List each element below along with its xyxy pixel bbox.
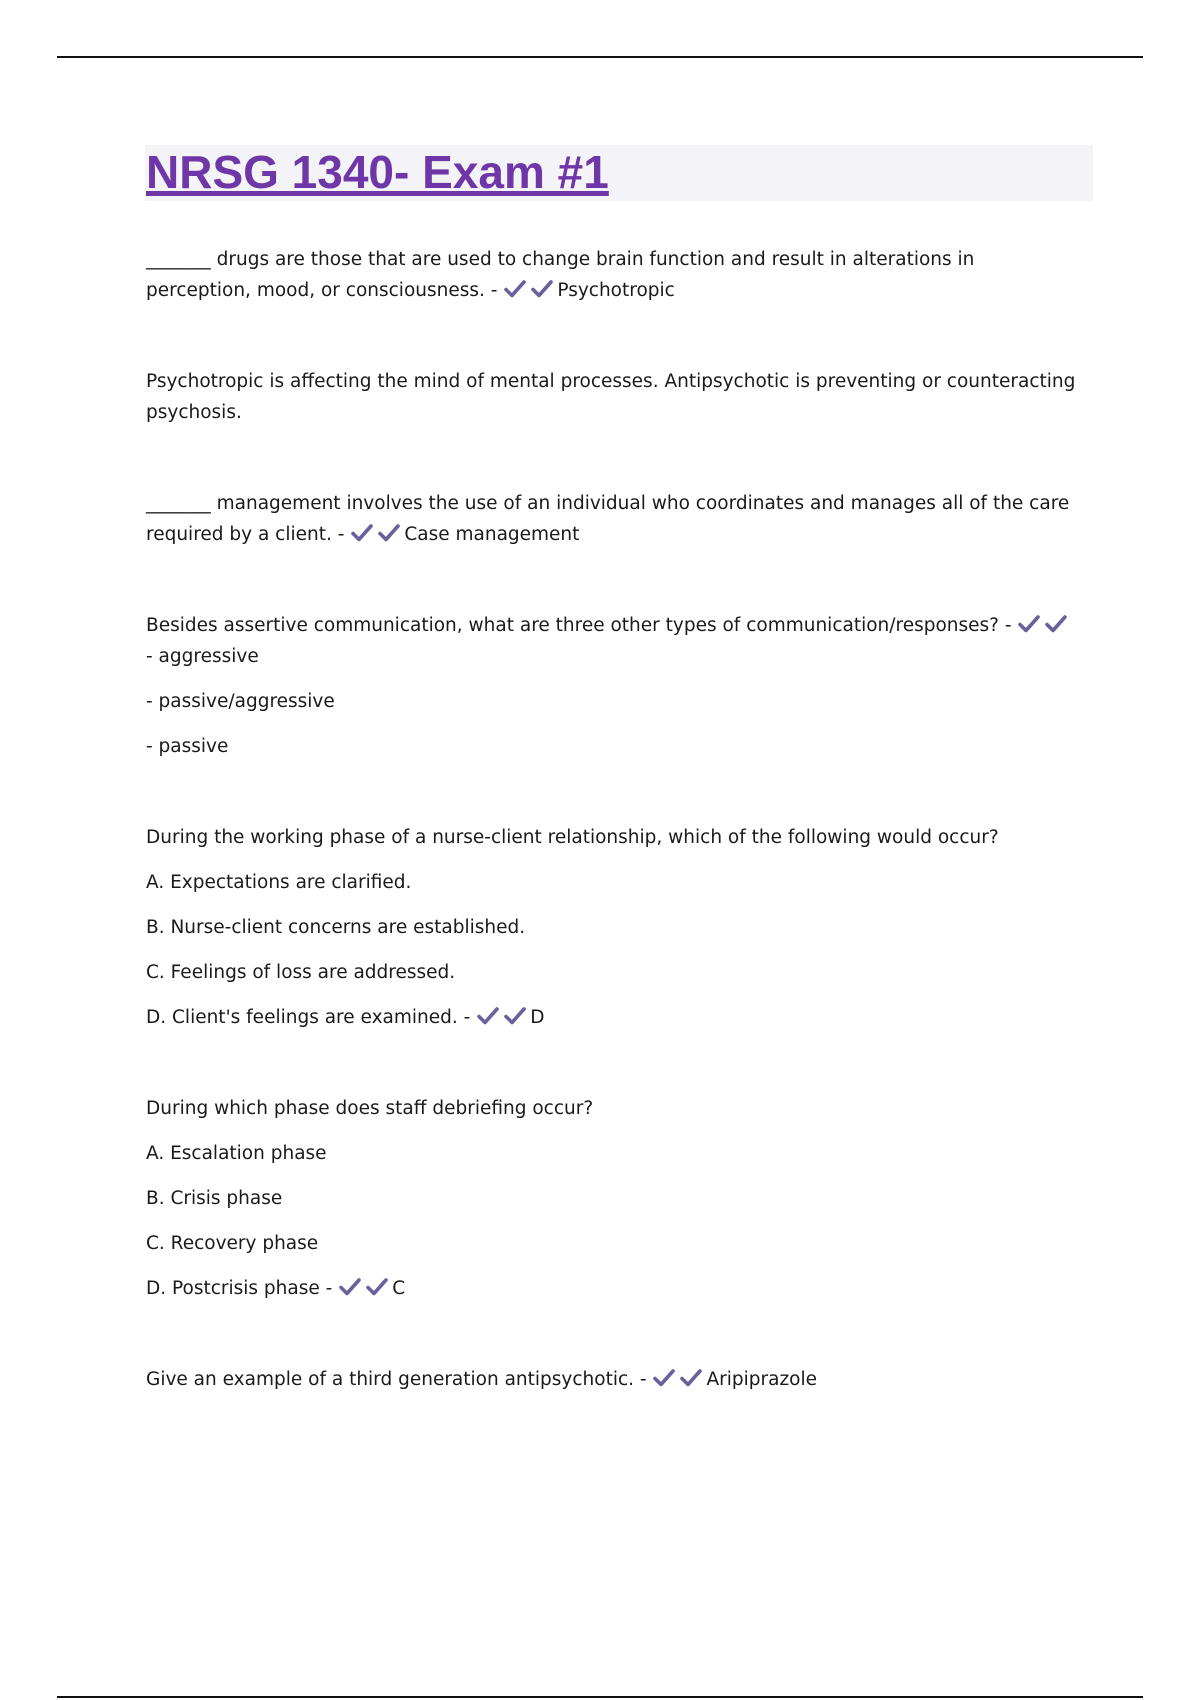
check-mark-icon — [652, 1368, 676, 1388]
check-mark-icon — [338, 1277, 362, 1297]
qa-item — [146, 244, 1076, 306]
check-mark-icon — [530, 279, 554, 299]
answer-line: - passive/aggressive — [146, 691, 335, 712]
answer-checks — [503, 280, 557, 301]
check-mark-icon — [476, 1006, 500, 1026]
answer-checks — [1017, 615, 1071, 636]
answer-text: Psychotropic — [557, 280, 675, 301]
answer-text: C — [392, 1278, 406, 1299]
check-mark-icon — [365, 1277, 389, 1297]
question-line — [146, 488, 1076, 550]
check-mark-icon — [503, 279, 527, 299]
answer-checks — [350, 524, 404, 545]
question-text: Give an example of a third generation antipsychotic. - — [146, 1369, 647, 1390]
qa-item — [146, 1093, 1076, 1304]
top-rule — [57, 56, 1143, 58]
answer-text: Case management — [404, 524, 580, 545]
option-line: C. Feelings of loss are addressed. — [146, 962, 456, 983]
answer-line: - passive — [146, 736, 229, 757]
question-text: During which phase does staff debriefing occur? — [146, 1098, 594, 1119]
answer-checks — [338, 1278, 392, 1299]
check-mark-icon — [377, 523, 401, 543]
check-mark-icon — [503, 1006, 527, 1026]
option-text: D. Client's feelings are examined. - — [146, 1007, 471, 1028]
option-line: A. Escalation phase — [146, 1143, 327, 1164]
bottom-rule — [57, 1696, 1143, 1698]
qa-item — [146, 488, 1076, 550]
question-text: _______ management involves the use of an individual who coordinates and manages all of the care required by a client. - — [146, 493, 1070, 545]
check-mark-icon — [350, 523, 374, 543]
answer-checks — [652, 1369, 706, 1390]
question-line — [146, 610, 1076, 672]
answer-text: Aripiprazole — [706, 1369, 818, 1390]
document-body — [146, 244, 1076, 1395]
qa-item — [146, 822, 1076, 1033]
option-line — [146, 1002, 1076, 1033]
qa-item — [146, 1364, 1076, 1395]
option-line — [146, 1273, 1076, 1304]
check-mark-icon — [1017, 614, 1041, 634]
answer-text: D — [530, 1007, 545, 1028]
question-text: During the working phase of a nurse-client relationship, which of the following would occur? — [146, 827, 999, 848]
question-line — [146, 244, 1076, 306]
qa-item — [146, 610, 1076, 762]
answer-checks — [476, 1007, 530, 1028]
option-text: D. Postcrisis phase - — [146, 1278, 333, 1299]
option-line: C. Recovery phase — [146, 1233, 319, 1254]
option-line: B. Crisis phase — [146, 1188, 283, 1209]
answer-text: - aggressive — [146, 646, 259, 667]
question-text: Besides assertive communication, what are three other types of communication/responses? - — [146, 615, 1012, 636]
note-text: Psychotropic is affecting the mind of mental processes. Antipsychotic is preventing or counteracting psychosis. — [146, 371, 1076, 423]
question-text: _______ drugs are those that are used to change brain function and result in alterations in perception, mood, or consciousness. - — [146, 249, 975, 301]
note-item — [146, 366, 1076, 428]
check-mark-icon — [1044, 614, 1068, 634]
check-mark-icon — [679, 1368, 703, 1388]
page-title: NRSG 1340- Exam #1 — [146, 146, 609, 198]
option-line: B. Nurse-client concerns are established. — [146, 917, 526, 938]
option-line: A. Expectations are clarified. — [146, 872, 412, 893]
question-line — [146, 1364, 1076, 1395]
